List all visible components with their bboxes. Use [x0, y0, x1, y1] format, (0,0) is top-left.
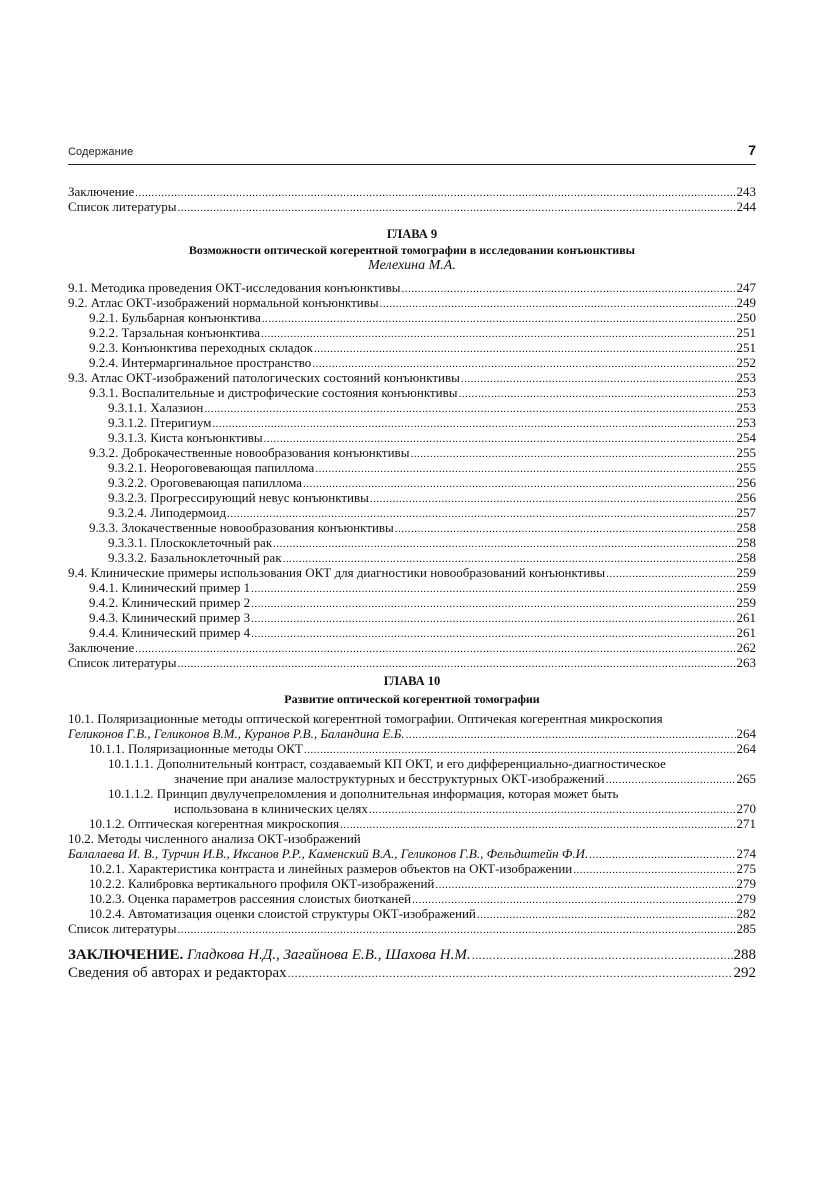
toc-entry[interactable]: 10.2.3. Оценка параметров рассеяния слоистых биотканей ..... 279: [68, 891, 756, 906]
running-header: [68, 142, 756, 162]
toc-entry-10-1-authors[interactable]: Геликонов Г.В., Геликонов В.М., Куранов Р.В., Баландина Е.Б. ..... 264: [68, 726, 756, 741]
toc-entry[interactable]: 9.4.4. Клинический пример 4 ..... 261: [68, 625, 756, 640]
toc-entry[interactable]: Список литературы ..... 244: [68, 199, 756, 214]
toc-entry[interactable]: 9.3.2.1. Неороговевающая папиллома ..... 255: [68, 460, 756, 475]
chapter-title: Возможности оптической когерентной томографии в исследовании конъюнктивы: [188, 243, 636, 257]
toc-entry[interactable]: 9.3.1.3. Киста конъюнктивы ..... 254: [68, 430, 756, 445]
toc-entry[interactable]: Заключение ..... 243: [68, 184, 756, 199]
toc-entry[interactable]: 9.3.3.2. Базальноклеточный рак ..... 258: [68, 550, 756, 565]
toc-entry[interactable]: 10.2.2. Калибровка вертикального профиля ОКТ-изображений ..... 279: [68, 876, 756, 891]
chapter-9-heading: [68, 226, 756, 274]
chapter-author: Мелехина М.А.: [368, 258, 456, 273]
toc-entry[interactable]: 9.3. Атлас ОКТ-изображений патологических состояний конъюнктивы ..... 253: [68, 370, 756, 385]
toc-entry[interactable]: 10.2.4. Автоматизация оценки слоистой структуры ОКТ-изображений ..... 282: [68, 906, 756, 921]
chapter-10-heading: [68, 673, 756, 707]
toc-entry-10-1-1-2-cont[interactable]: использована в клинических целях ..... 270: [68, 801, 756, 816]
toc-entry[interactable]: 9.2.1. Бульбарная конъюнктива ..... 250: [68, 310, 756, 325]
toc-entry[interactable]: 9.3.3. Злокачественные новообразования конъюнктивы ..... 258: [68, 520, 756, 535]
toc-entry[interactable]: 10.2.1. Характеристика контраста и линейных размеров объектов на ОКТ-изображении ..... 275: [68, 861, 756, 876]
final-entries: [68, 946, 756, 982]
chapter-9-entries: [68, 280, 756, 670]
chapter-title: Развитие оптической когерентной томографии: [284, 692, 540, 706]
toc-entry[interactable]: 9.4.1. Клинический пример 1 ..... 259: [68, 580, 756, 595]
toc-entry[interactable]: 9.3.2. Доброкачественные новообразования конъюнктивы ..... 255: [68, 445, 756, 460]
toc-entry[interactable]: 10.1.2. Оптическая когерентная микроскопия ..... 271: [68, 816, 756, 831]
toc-entry[interactable]: 9.3.1.2. Птеригиум ..... 253: [68, 415, 756, 430]
toc-entry[interactable]: 9.3.1. Воспалительные и дистрофические состояния конъюнктивы ..... 253: [68, 385, 756, 400]
toc-entry-10-1-1-1-title[interactable]: 10.1.1.1. Дополнительный контраст, создаваемый КП ОКТ, и его дифференциально-диагностическое: [108, 756, 666, 771]
toc-entry-10-1-1-2-title[interactable]: 10.1.1.2. Принцип двулучепреломления и дополнительная информация, которая может быть: [108, 786, 619, 801]
toc-entry[interactable]: 9.3.2.4. Липодермоид ..... 257: [68, 505, 756, 520]
toc-entry[interactable]: Список литературы ..... 285: [68, 921, 756, 936]
page-number: 7: [748, 142, 756, 158]
toc-entry[interactable]: 9.3.2.2. Ороговевающая папиллома ..... 256: [68, 475, 756, 490]
toc-entry[interactable]: 9.3.3.1. Плоскоклеточный рак ..... 258: [68, 535, 756, 550]
toc-entry-10-1-title[interactable]: 10.1. Поляризационные методы оптической когерентной томографии. Оптичекая когерентная микроскопия: [68, 711, 663, 726]
toc-entry[interactable]: 9.2. Атлас ОКТ-изображений нормальной конъюнктивы ..... 249: [68, 295, 756, 310]
toc-entry[interactable]: Список литературы ..... 263: [68, 655, 756, 670]
toc-entry[interactable]: 9.2.3. Конъюнктива переходных складок ..... 251: [68, 340, 756, 355]
toc-entry[interactable]: 9.1. Методика проведения ОКТ-исследования конъюнктивы ..... 247: [68, 280, 756, 295]
toc-entry[interactable]: Заключение ..... 262: [68, 640, 756, 655]
toc-entry-10-2-title[interactable]: 10.2. Методы численного анализа ОКТ-изображений: [68, 831, 361, 846]
toc-entry-authors-info[interactable]: Сведения об авторах и редакторах ..... 292: [68, 964, 756, 982]
toc-entry-10-1-1-1-cont[interactable]: значение при анализе малоструктурных и бесструктурных ОКТ-изображений ..... 265: [68, 771, 756, 786]
toc-entry-10-2-authors[interactable]: Балалаева И. В., Турчин И.В., Иксанов Р.Р., Каменский В.А., Геликонов Г.В., Фельдштейн Ф.И. ..... 274: [68, 846, 756, 861]
section-title: Содержание: [68, 146, 134, 158]
header-divider: [68, 164, 756, 165]
conclusion-label: ЗАКЛЮЧЕНИЕ.: [68, 947, 184, 963]
toc-entry[interactable]: 9.2.2. Тарзальная конъюнктива ..... 251: [68, 325, 756, 340]
toc-top-entries: [68, 184, 756, 214]
toc-entry[interactable]: 9.4.2. Клинический пример 2 ..... 259: [68, 595, 756, 610]
toc-entry[interactable]: 9.4. Клинические примеры использования ОКТ для диагностики новообразований конъюнктивы ..... 259: [68, 565, 756, 580]
toc-entry[interactable]: 10.1.1. Поляризационные методы ОКТ ..... 264: [68, 741, 756, 756]
toc-entry[interactable]: 9.4.3. Клинический пример 3 ..... 261: [68, 610, 756, 625]
chapter-10-entries: [68, 711, 756, 936]
chapter-label: ГЛАВА 9: [386, 227, 438, 241]
toc-entry[interactable]: 9.2.4. Интермаргинальное пространство ..... 252: [68, 355, 756, 370]
toc-entry[interactable]: 9.3.2.3. Прогрессирующий невус конъюнктивы ..... 256: [68, 490, 756, 505]
chapter-label: ГЛАВА 10: [383, 674, 441, 688]
conclusion-authors: Гладкова Н.Д., Загайнова Е.В., Шахова Н.М.: [186, 947, 471, 963]
toc-entry-conclusion[interactable]: ЗАКЛЮЧЕНИЕ. Гладкова Н.Д., Загайнова Е.В., Шахова Н.М. ..... 288: [68, 946, 756, 964]
toc-entry[interactable]: 9.3.1.1. Халазион ..... 253: [68, 400, 756, 415]
